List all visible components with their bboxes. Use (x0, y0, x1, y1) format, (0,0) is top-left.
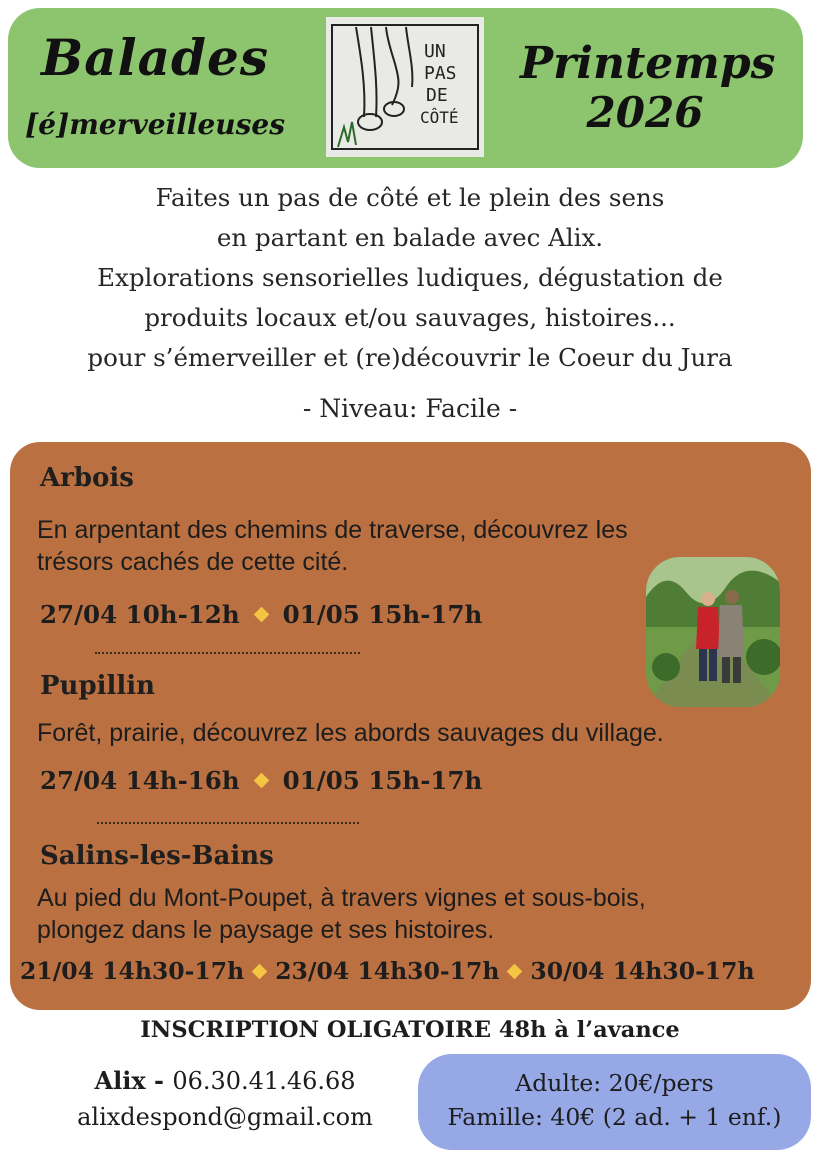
intro-line: produits locaux et/ou sauvages, histoires... (144, 303, 676, 332)
logo-text-2: PAS (424, 63, 457, 84)
dates-pupillin (40, 766, 482, 795)
logo-sketch-drawing (326, 17, 484, 157)
desc-line: En arpentant des chemins de traverse, découvrez les (37, 516, 628, 544)
walkers-photo-drawing (646, 557, 780, 707)
price-adult: Adulte: 20€/pers (515, 1069, 714, 1097)
intro-line: pour s’émerveiller et (re)découvrir le Coeur du Jura (87, 343, 733, 372)
date-slot: 27/04 14h-16h (40, 766, 240, 795)
place-pupillin: Pupillin (40, 671, 156, 701)
contact-name: Alix (94, 1066, 146, 1095)
desc-arbois (37, 514, 628, 578)
date-slot: 01/05 15h-17h (282, 600, 483, 629)
title-merveilleuses: [é]merveilleuses (24, 108, 285, 141)
desc-salins (37, 882, 646, 946)
contact-sep: - (145, 1066, 173, 1095)
title-printemps: Printemps (520, 38, 776, 89)
price-box (418, 1054, 811, 1150)
date-slot: 23/04 14h30-17h (275, 957, 500, 985)
place-arbois: Arbois (40, 463, 134, 493)
desc-line: Au pied du Mont-Poupet, à travers vignes et sous-bois, (37, 884, 646, 912)
date-slot: 21/04 14h30-17h (20, 957, 245, 985)
diamond-bullet-icon (253, 773, 269, 789)
contact-block (40, 1063, 410, 1135)
intro-text (20, 178, 800, 378)
desc-line: plongez dans le paysage et ses histoires. (37, 916, 495, 944)
place-salins: Salins-les-Bains (40, 841, 274, 871)
logo-text-1: UN (424, 41, 446, 62)
diamond-bullet-icon (253, 607, 269, 623)
title-balades: Balades (41, 28, 269, 87)
separator (95, 652, 360, 654)
desc-line: trésors cachés de cette cité. (37, 548, 349, 576)
contact-email[interactable]: alixdespond@gmail.com (77, 1103, 373, 1131)
separator (97, 822, 359, 824)
dates-salins (20, 957, 755, 985)
date-slot: 30/04 14h30-17h (530, 957, 755, 985)
desc-line: Forêt, prairie, découvrez les abords sauvages du village. (37, 719, 664, 747)
intro-line: Faites un pas de côté et le plein des sens (155, 183, 665, 212)
dates-arbois (40, 600, 482, 629)
registration-notice: INSCRIPTION OLIGATOIRE 48h à l’avance (140, 1017, 680, 1043)
diamond-bullet-icon (507, 963, 523, 979)
logo-text-3: DE (426, 85, 448, 106)
price-family: Famille: 40€ (2 ad. + 1 enf.) (447, 1103, 782, 1131)
logo-sketch (326, 17, 484, 157)
difficulty-level: - Niveau: Facile - (302, 394, 518, 423)
date-slot: 27/04 10h-12h (40, 600, 240, 629)
date-slot: 01/05 15h-17h (282, 766, 483, 795)
intro-line: en partant en balade avec Alix. (216, 223, 604, 252)
walkers-photo (646, 557, 780, 707)
desc-pupillin (37, 717, 664, 749)
logo-text-4: CÔTÉ (420, 108, 459, 127)
contact-phone[interactable]: 06.30.41.46.68 (172, 1067, 356, 1095)
diamond-bullet-icon (252, 963, 268, 979)
intro-line: Explorations sensorielles ludiques, dégustation de (97, 263, 723, 292)
title-year: 2026 (586, 88, 704, 137)
